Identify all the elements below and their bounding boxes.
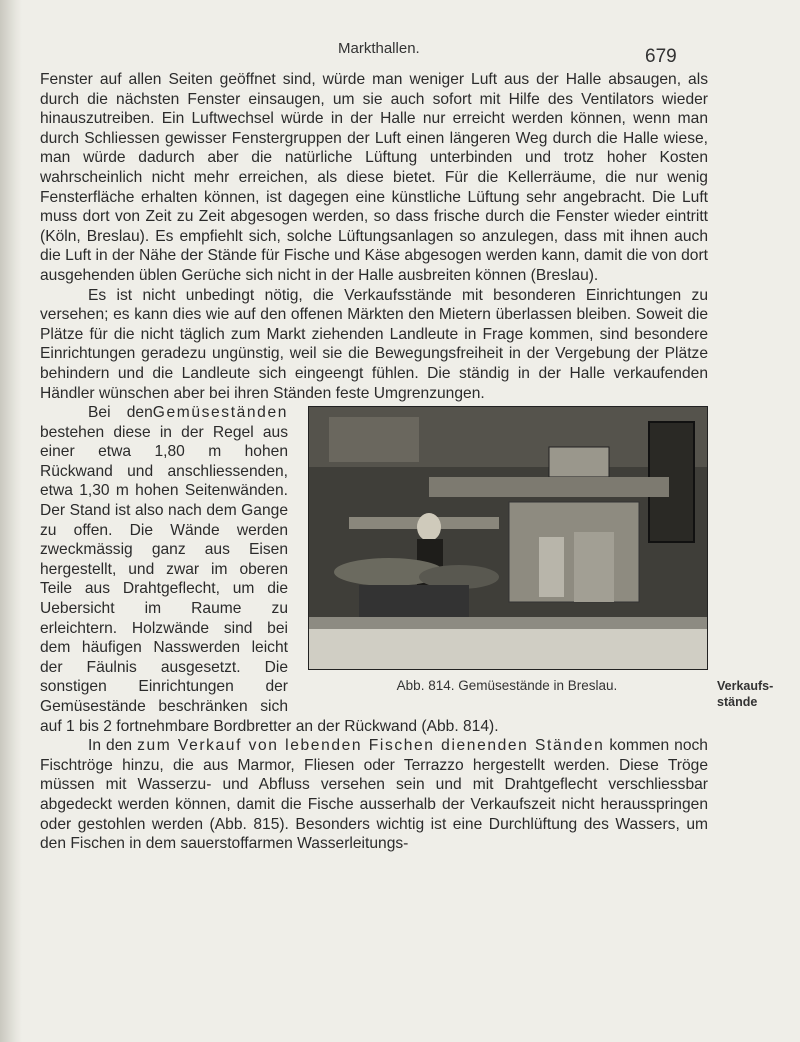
spaced-term: Gemüseständen [152, 404, 288, 422]
body-text [40, 70, 708, 854]
paragraph [40, 736, 708, 854]
page-gutter-shadow [0, 0, 22, 1042]
paragraph-lead: Bei den [88, 404, 153, 422]
paragraph-rest: kommen noch Fischtröge hinzu, die aus Marmor, Fliesen oder Terrazzo hergestellt werden. Diese Tröge müssen mit Wasserzu- und Abfluss versehen sein und mit Drahtgeflecht verschliessbar abgedeckt werden können, damit die Fische ausserhalb der Verkaufszeit nicht herausspringen oder gestohlen werden (Abb. 815). Besonders wichtig ist eine Durchlüftung des Wassers, um den Fischen in dem sauerstoffarmen Wasserleitungs- [40, 737, 708, 853]
figure-caption: Abb. 814. Gemüsestände in Breslau. [396, 678, 618, 694]
spaced-term: zum Verkauf von lebenden Fischen dienenden Ständen [137, 737, 605, 755]
paragraph: Fenster auf allen Seiten geöffnet sind, würde man weniger Luft aus der Halle absaugen, als durch die nächsten Fenster einsaugen, um sie auch sofort mit Hilfe des Ventilators wieder hinauszutreiben. Ein Luftwechsel würde in der Halle nur erreicht werden können, wenn man durch Schliessen gewisser Fenstergruppen der Luft einen längeren Weg durch die Halle wiese, man würde dadurch aber die natürliche Lüftung unterbinden und trotz hoher Kosten wahrscheinlich nicht mehr erreichen, als diese bietet. Für die Kellerräume, die nur wenig Fensterfläche erhalten können, ist dagegen eine künstliche Lüftung sehr angebracht. Die Luft muss dort von Zeit zu Zeit abgesogen werden, so dass frische durch die Fenster wieder eintritt (Köln, Breslau). Es empfiehlt sich, solche Lüftungsanlagen so anzulegen, dass mit ihnen auch die Luft in der Nähe der Stände für Fische und Käse abgesogen werden kann, damit die von dort ausgehenden üblen Gerüche sich nicht in der Halle ausbreiten können (Breslau). [40, 71, 708, 284]
paragraph-rest: bestehen diese in der Regel aus einer etwa 1,80 m hohen Rückwand und anschliessenden, etwa 1,30 m hohen Seitenwänden. Der Stand ist also nach dem Gange zu offen. Die Wände werden zweckmässig ganz aus Eisen hergestellt, und zwar im oberen Teile aus Drahtgeflecht, um die Uebersicht im Raume zu erleichtern. Holzwände sind bei dem häufigen Nasswerden leicht der Fäulnis ausgesetzt. Die sonstigen Einrichtungen der Gemüsestände beschränken sich auf 1 bis 2 fortnehmbare Bordbretter an der Rückwand (Abb. 814). [40, 423, 499, 735]
page-number: 679 [645, 46, 677, 67]
margin-note-line: stände [717, 695, 758, 709]
margin-note [717, 678, 773, 710]
figure-photo [308, 406, 708, 670]
running-title: Markthallen. [338, 40, 420, 57]
figure [302, 406, 708, 696]
paragraph: Es ist nicht unbedingt nötig, die Verkaufsstände mit besonderen Einrichtungen zu versehen; es kann dies wie auf den offenen Märkten den Mietern überlassen bleiben. Soweit die Plätze für die nicht täglich zum Markt ziehenden Landleute in Frage kommen, sind besondere Einrichtungen geradezu ungünstig, weil sie die Bewegungsfreiheit in der Vergebung der Plätze behindern und die Landleute sich eingeengt fühlen. Die ständig in der Halle verkaufenden Händler wünschen aber bei ihren Ständen feste Umgrenzungen. [40, 286, 708, 402]
paragraph-lead: In den [88, 737, 133, 755]
photo-illustration [309, 407, 707, 669]
margin-note-line: Verkaufs- [717, 679, 774, 693]
